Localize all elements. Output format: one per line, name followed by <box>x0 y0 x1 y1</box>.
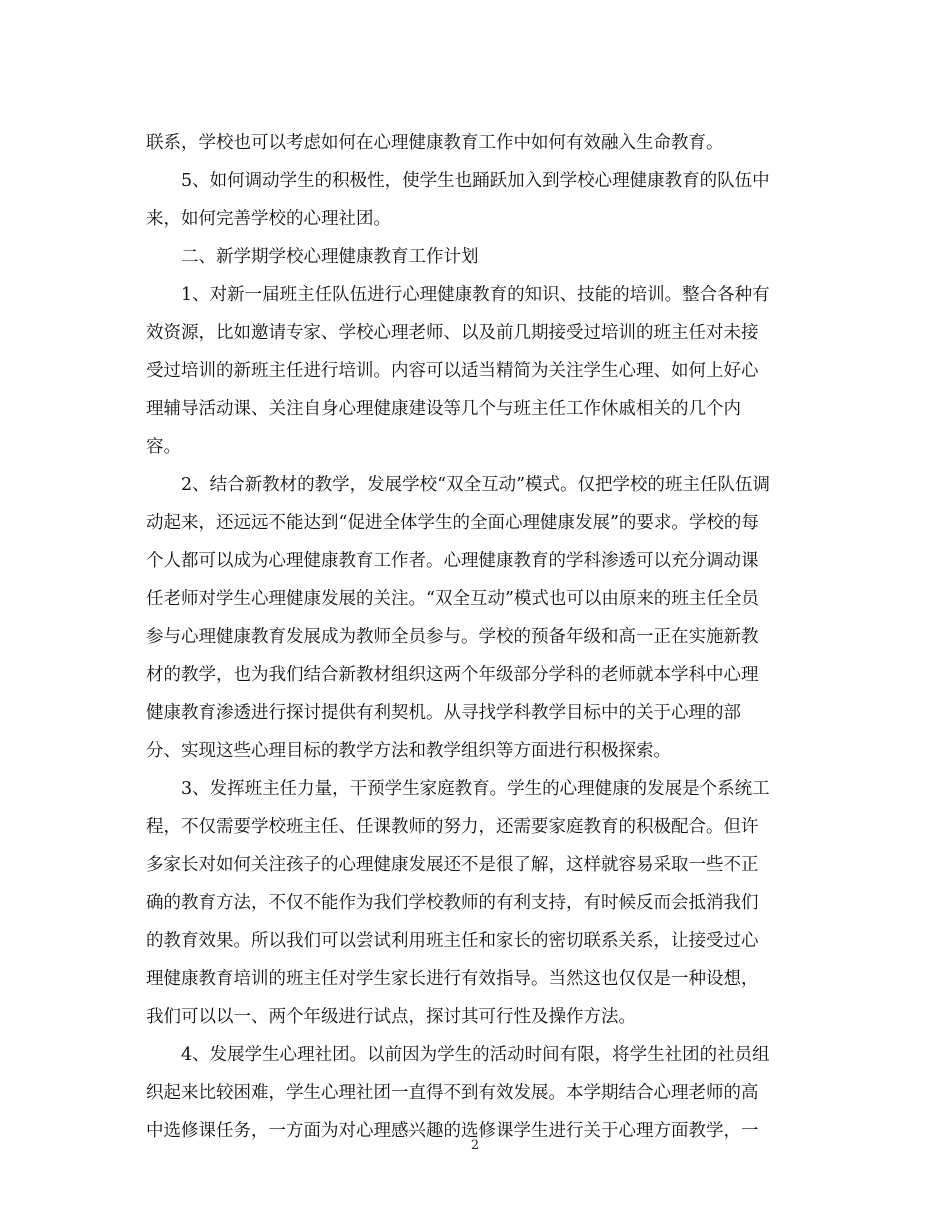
text-line: 的教育效果。所以我们可以尝试利用班主任和家长的密切联系关系，让接受过心 <box>146 931 759 951</box>
text-line: 参与心理健康教育发展成为教师全员参与。学校的预备年级和高一正在实施新教 <box>146 627 759 647</box>
text-line: 理健康教育培训的班主任对学生家长进行有效指导。当然这也仅仅是一种设想， <box>146 969 759 989</box>
text-line: 容。 <box>146 437 181 457</box>
text-line: 多家长对如何关注孩子的心理健康发展还不是很了解，这样就容易采取一些不正 <box>146 855 759 875</box>
page-number: 2 <box>470 1138 480 1153</box>
text-line: 二、新学期学校心理健康教育工作计划 <box>181 247 479 267</box>
text-line: 确的教育方法，不仅不能作为我们学校教师的有利支持，有时候反而会抵消我们 <box>146 893 759 913</box>
text-line: 1、对新一届班主任队伍进行心理健康教育的知识、技能的培训。整合各种有 <box>181 285 770 305</box>
text-line: 3、发挥班主任力量，干预学生家庭教育。学生的心理健康的发展是个系统工 <box>181 779 770 799</box>
text-line: 受过培训的新班主任进行培训。内容可以适当精简为关注学生心理、如何上好心 <box>146 361 759 381</box>
text-line: 个人都可以成为心理健康教育工作者。心理健康教育的学科渗透可以充分调动课 <box>146 551 759 571</box>
text-line: 中选修课任务，一方面为对心理感兴趣的选修课学生进行关于心理方面教学，一 <box>146 1121 759 1141</box>
text-line: 材的教学，也为我们结合新教材组织这两个年级部分学科的老师就本学科中心理 <box>146 665 759 685</box>
document-body <box>146 124 806 1150</box>
text-line: 程，不仅需要学校班主任、任课教师的努力，还需要家庭教育的积极配合。但许 <box>146 817 759 837</box>
text-line: 动起来，还远远不能达到“促进全体学生的全面心理健康发展”的要求。学校的每 <box>146 513 759 533</box>
text-line: 4、发展学生心理社团。以前因为学生的活动时间有限，将学生社团的社员组 <box>181 1045 770 1065</box>
text-line: 健康教育渗透进行探讨提供有利契机。从寻找学科教学目标中的关于心理的部 <box>146 703 741 723</box>
text-line: 5、如何调动学生的积极性，使学生也踊跃加入到学校心理健康教育的队伍中 <box>181 171 770 191</box>
text-line: 分、实现这些心理目标的教学方法和教学组织等方面进行积极探索。 <box>146 741 671 761</box>
text-line: 我们可以以一、两个年级进行试点，探讨其可行性及操作方法。 <box>146 1007 636 1027</box>
text-line: 织起来比较困难，学生心理社团一直得不到有效发展。本学期结合心理老师的高 <box>146 1083 759 1103</box>
text-line: 联系，学校也可以考虑如何在心理健康教育工作中如何有效融入生命教育。 <box>146 133 724 153</box>
text-line: 任老师对学生心理健康发展的关注。“双全互动”模式也可以由原来的班主任全员 <box>146 589 759 609</box>
text-line: 来，如何完善学校的心理社团。 <box>146 209 391 229</box>
text-line: 理辅导活动课、关注自身心理健康建设等几个与班主任工作休戚相关的几个内 <box>146 399 741 419</box>
text-line: 2、结合新教材的教学，发展学校“双全互动”模式。仅把学校的班主任队伍调 <box>181 475 771 495</box>
text-line: 效资源，比如邀请专家、学校心理老师、以及前几期接受过培训的班主任对未接 <box>146 323 759 343</box>
